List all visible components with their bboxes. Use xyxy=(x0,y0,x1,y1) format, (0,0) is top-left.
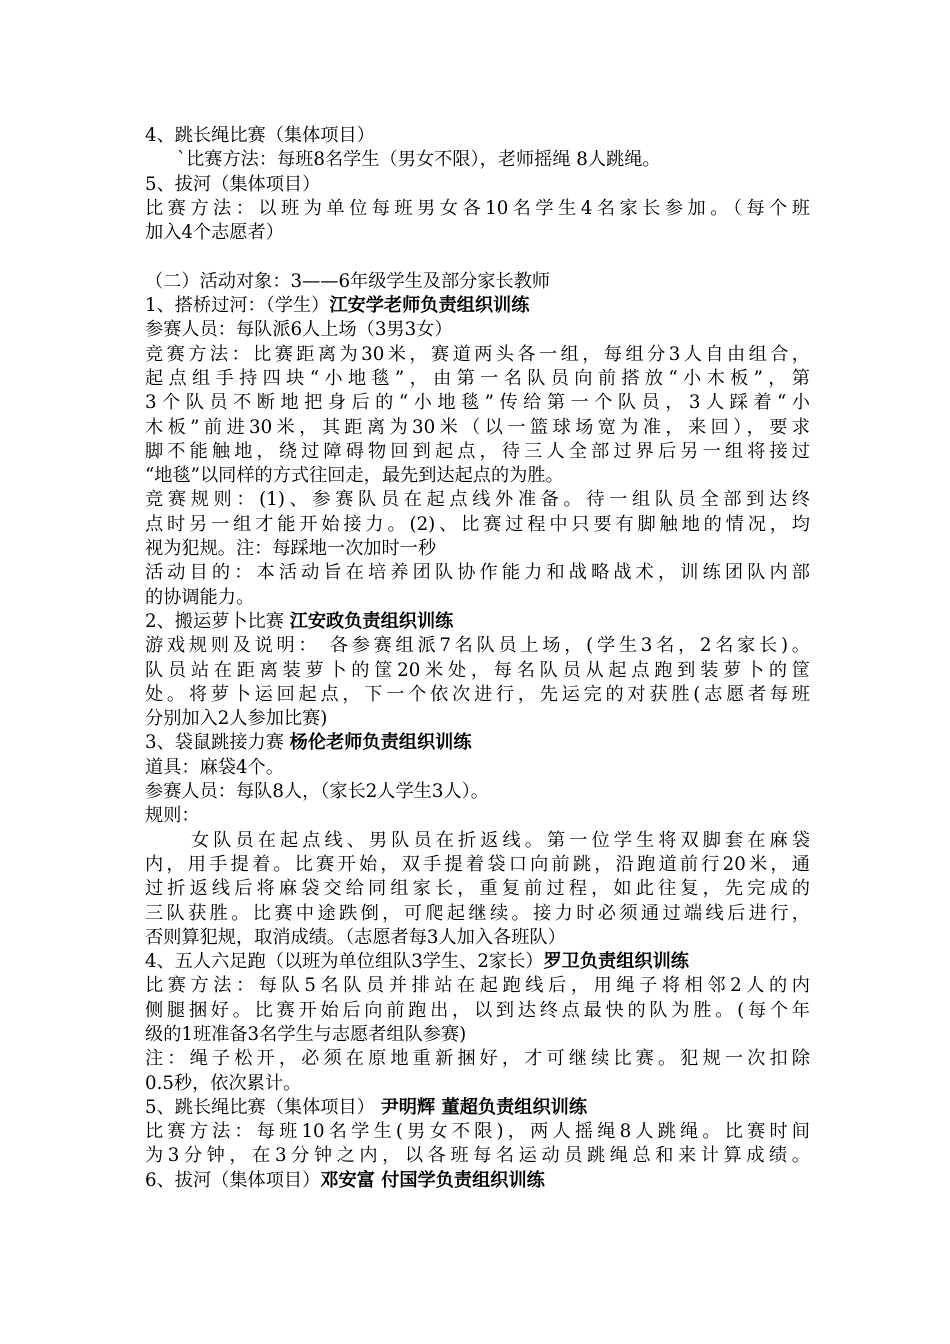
line-text: 1、搭桥过河：（学生） xyxy=(145,295,330,317)
line-text: 过折返线后将麻袋交给同组家长，重复前过程，如此往复，先完成的 xyxy=(145,878,810,900)
line-text: 点时另一组才能开始接力。(2)、比赛过程中只要有脚触地的情况，均 xyxy=(145,513,810,535)
line-text: 否则算犯规，取消成绩。（志愿者每3人加入各班队） xyxy=(145,926,566,948)
line-text: 竞赛规则：(1)、参赛队员在起点线外准备。待一组队员全部到达终 xyxy=(145,489,810,511)
text-line-23 xyxy=(145,659,810,683)
text-line-44 xyxy=(145,1169,810,1193)
line-text: 3、袋鼠跳接力赛 xyxy=(145,732,290,754)
text-line-24 xyxy=(145,683,810,707)
line-text: 竞赛方法：比赛距离为30米，赛道两头各一组，每组分3人自由组合， xyxy=(145,343,810,365)
text-line-3 xyxy=(145,173,810,197)
text-line-38 xyxy=(145,1023,810,1047)
text-line-12 xyxy=(145,391,810,415)
line-text: （二）活动对象：3——6年级学生及部分家长教师 xyxy=(145,270,551,292)
line-text: 侧腿捆好。比赛开始后向前跑出，以到达终点最快的队为胜。(每个年 xyxy=(145,999,810,1021)
line-text: 活动目的：本活动旨在培养团队协作能力和战略战术，训练团队内部 xyxy=(145,562,810,584)
text-line-34 xyxy=(145,926,810,950)
line-text: 6、拔河（集体项目） xyxy=(145,1169,321,1191)
text-line-4 xyxy=(145,197,810,221)
responsible-person: 邓安富 付国学负责组织训练 xyxy=(320,1169,545,1191)
line-text: 参赛人员：每队8人，（家长2人学生3人）。 xyxy=(145,781,489,803)
line-text: 加入4个志愿者） xyxy=(145,222,284,244)
line-text: 3个队员不断地把身后的“小地毯”传给第一个队员，3人踩着“小 xyxy=(145,392,810,414)
line-text: 比赛方法：每队5名队员并排站在起跑线后，用绳子将相邻2人的内 xyxy=(145,975,810,997)
text-line-9 xyxy=(145,318,810,342)
line-text: 游戏规则及说明： 各参赛组派7名队员上场，(学生3名，2名家长)。 xyxy=(145,635,810,657)
line-text: 处。将萝卜运回起点，下一个依次进行，先运完的对获胜(志愿者每班 xyxy=(145,683,810,705)
text-line-16 xyxy=(145,488,810,512)
text-line-1 xyxy=(145,124,810,148)
text-line-29 xyxy=(145,804,810,828)
line-text: 5、跳长绳比赛（集体项目） xyxy=(145,1096,381,1118)
responsible-person: 尹明辉 董超负责组织训练 xyxy=(380,1096,588,1118)
line-text: 4、五人六足跑（以班为单位组队3学生、2家长） xyxy=(145,951,544,973)
line-text: 分别加入2人参加比赛) xyxy=(145,708,328,730)
text-line-6 xyxy=(145,245,810,269)
text-line-19 xyxy=(145,561,810,585)
text-line-37 xyxy=(145,999,810,1023)
text-line-33 xyxy=(145,902,810,926)
line-text: 道具：麻袋4个。 xyxy=(145,756,284,778)
line-text: 视为犯规。注：每踩地一次加时一秒 xyxy=(145,538,437,560)
text-line-21 xyxy=(145,610,810,634)
text-line-10 xyxy=(145,343,810,367)
text-line-15 xyxy=(145,464,810,488)
text-line-26 xyxy=(145,731,810,755)
line-text: 起点组手持四块“小地毯”，由第一名队员向前搭放“小木板”，第 xyxy=(145,367,810,389)
line-text: 注：绳子松开，必须在原地重新捆好，才可继续比赛。犯规一次扣除 xyxy=(145,1048,810,1070)
text-line-2 xyxy=(145,148,810,172)
line-text: “地毯”以同样的方式往回走，最先到达起点的为胜。 xyxy=(145,465,564,487)
text-line-28 xyxy=(145,780,810,804)
line-text: 队员站在距离装萝卜的筐20米处，每名队员从起点跑到装萝卜的筐 xyxy=(145,659,810,681)
document-body xyxy=(145,124,810,1193)
text-line-30 xyxy=(145,829,810,853)
text-line-18 xyxy=(145,537,810,561)
line-text: 脚不能触地，绕过障碍物回到起点，待三人全部过界后另一组将接过 xyxy=(145,440,810,462)
text-line-40 xyxy=(145,1072,810,1096)
line-text: 5、拔河（集体项目） xyxy=(145,173,321,195)
line-text: 4、跳长绳比赛（集体项目） xyxy=(145,125,375,146)
line-text: 参赛人员：每队派6人上场（3男3女） xyxy=(145,319,453,341)
line-text: 的协调能力。 xyxy=(145,586,255,608)
line-text: 0.5秒，依次累计。 xyxy=(145,1072,302,1094)
text-line-43 xyxy=(145,1144,810,1168)
line-text: 2、搬运萝卜比赛 xyxy=(145,610,290,632)
text-line-8 xyxy=(145,294,810,318)
line-text: 比赛方法：以班为单位每班男女各10名学生4名家长参加。（每个班 xyxy=(145,197,810,219)
text-line-5 xyxy=(145,221,810,245)
responsible-person: 江安政负责组织训练 xyxy=(289,610,454,632)
text-line-31 xyxy=(145,853,810,877)
line-text: 三队获胜。比赛中途跌倒，可爬起继续。接力时必须通过端线后进行， xyxy=(145,902,810,924)
line-text: 为3分钟，在3分钟之内，以各班每名运动员跳绳总和来计算成绩。 xyxy=(145,1145,810,1167)
text-line-36 xyxy=(145,974,810,998)
text-line-41 xyxy=(145,1096,810,1120)
text-line-39 xyxy=(145,1047,810,1071)
text-line-25 xyxy=(145,707,810,731)
text-line-14 xyxy=(145,440,810,464)
text-line-17 xyxy=(145,513,810,537)
responsible-person: 杨伦老师负责组织训练 xyxy=(289,732,472,754)
line-text: 内，用手提着。比赛开始，双手提着袋口向前跳，沿跑道前行20米，通 xyxy=(145,853,810,875)
responsible-person: 罗卫负责组织训练 xyxy=(543,951,689,973)
line-text: 规则： xyxy=(145,805,200,827)
responsible-person: 江安学老师负责组织训练 xyxy=(329,295,530,317)
text-line-32 xyxy=(145,877,810,901)
text-line-42 xyxy=(145,1120,810,1144)
line-text: 木板”前进30米，其距离为30米（以一篮球场宽为准，来回），要求 xyxy=(145,416,810,438)
text-line-20 xyxy=(145,586,810,610)
text-line-22 xyxy=(145,634,810,658)
text-line-13 xyxy=(145,416,810,440)
line-text: 女队员在起点线、男队员在折返线。第一位学生将双脚套在麻袋 xyxy=(191,829,810,851)
text-line-11 xyxy=(145,367,810,391)
line-text: 比赛方法：每班10名学生(男女不限)，两人摇绳8人跳绳。比赛时间 xyxy=(145,1121,810,1143)
text-line-7 xyxy=(145,270,810,294)
line-text: `比赛方法：每班8名学生（男女不限），老师摇绳 8人跳绳。 xyxy=(177,149,661,171)
text-line-27 xyxy=(145,756,810,780)
text-line-35 xyxy=(145,950,810,974)
line-text: 级的1班准备3名学生与志愿者组队参赛) xyxy=(145,1023,467,1045)
